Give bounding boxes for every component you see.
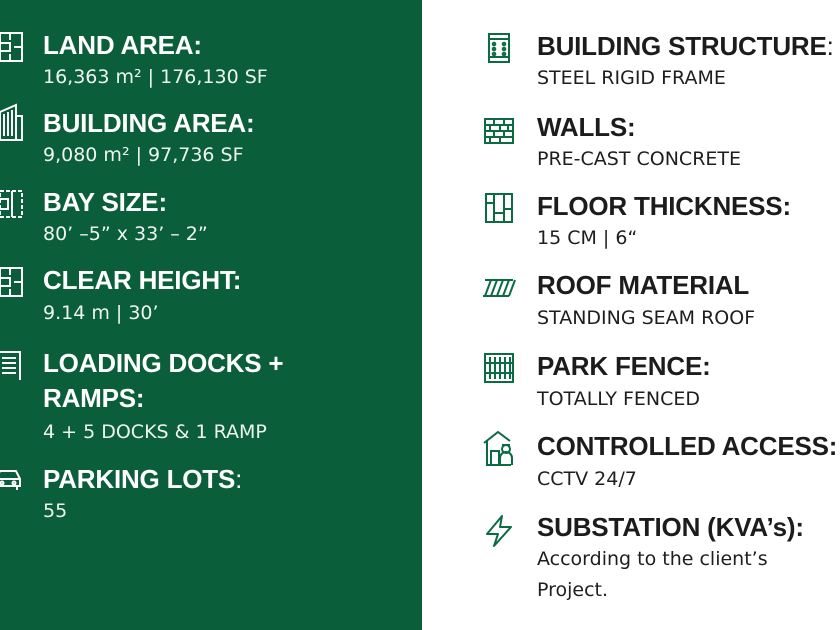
steel-column-icon [482, 31, 516, 65]
roof-icon [482, 270, 516, 304]
roof-material-value: STANDING SEAM ROOF [537, 307, 756, 329]
parking-lots-value: 55 [43, 500, 68, 522]
land-area-value: 16,363 m² | 176,130 SF [43, 66, 268, 88]
guard-house-icon [482, 429, 516, 467]
building-area-label: BUILDING AREA: [43, 108, 255, 138]
bay-size-label: BAY SIZE: [43, 187, 167, 217]
brick-wall-icon [482, 114, 516, 148]
park-fence-label: PARK FENCE: [537, 351, 711, 381]
floor-tiles-icon [482, 191, 516, 225]
dock-door-icon [0, 348, 26, 382]
building-structure-value: STEEL RIGID FRAME [537, 67, 726, 89]
bay-size-value: 80’ –5” x 33’ – 2” [43, 223, 208, 245]
floor-thickness-value: 15 CM | 6“ [537, 227, 638, 249]
building-area-value: 9,080 m² | 97,736 SF [43, 144, 244, 166]
floorplan-icon [0, 30, 26, 64]
substation-value-line1: According to the client’s [537, 548, 768, 570]
parking-lots-label: PARKING LOTS: [43, 464, 243, 494]
controlled-access-label: CONTROLLED ACCESS: [537, 431, 838, 461]
park-fence-value: TOTALLY FENCED [537, 388, 701, 410]
floorplan-icon [0, 265, 26, 299]
building-icon [0, 102, 26, 142]
car-icon [0, 462, 26, 496]
fence-icon [482, 351, 516, 385]
bay-icon [0, 187, 26, 221]
walls-value: PRE-CAST CONCRETE [537, 148, 742, 170]
substation-label: SUBSTATION (KVA’s): [537, 512, 804, 542]
clear-height-label: CLEAR HEIGHT: [43, 265, 242, 295]
land-area-label: LAND AREA: [43, 30, 202, 60]
right-panel [422, 0, 840, 630]
loading-docks-value: 4 + 5 DOCKS & 1 RAMP [43, 421, 267, 443]
clear-height-value: 9.14 m | 30’ [43, 302, 159, 324]
loading-docks-label-line2: RAMPS: [43, 383, 145, 413]
floor-thickness-label: FLOOR THICKNESS: [537, 191, 791, 221]
building-structure-label: BUILDING STRUCTURE: [537, 31, 834, 61]
lightning-icon [482, 514, 516, 548]
roof-material-label: ROOF MATERIAL [537, 270, 750, 300]
substation-value-line2: Project. [537, 579, 609, 601]
controlled-access-value: CCTV 24/7 [537, 468, 637, 490]
walls-label: WALLS: [537, 112, 636, 142]
loading-docks-label-line1: LOADING DOCKS + [43, 348, 284, 378]
